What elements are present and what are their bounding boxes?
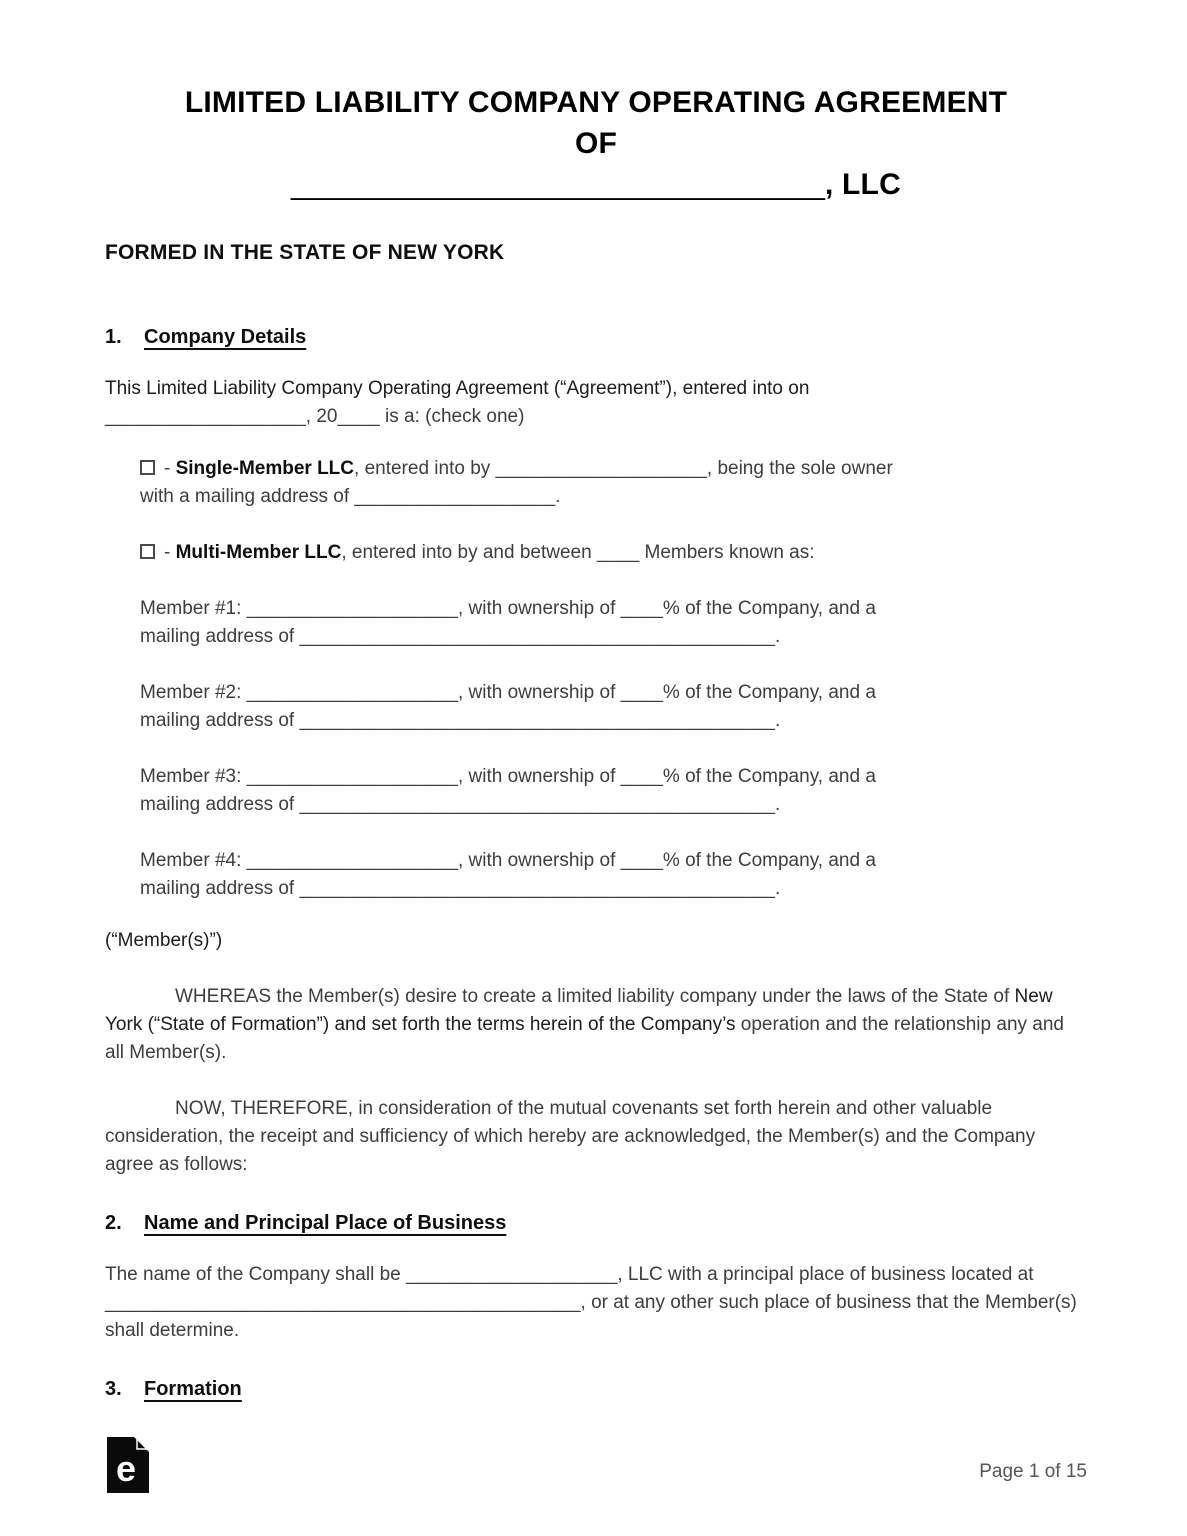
company-name-line xyxy=(105,164,1087,205)
document-title xyxy=(105,82,1087,205)
member-3-row xyxy=(140,763,1087,819)
section-1-number: 1. xyxy=(105,326,122,348)
single-member-line-2: with a mailing address of ___________________. xyxy=(140,486,561,507)
single-member-checkbox[interactable] xyxy=(140,460,155,475)
whereas-part-2: New York (“State of Formation”) and set forth the terms herein of the Company’s xyxy=(105,986,1053,1035)
member-1-row xyxy=(140,595,1087,651)
whereas-part-3: operation and the relationship any and all Member(s). xyxy=(105,1014,1064,1063)
member-1-line-1: Member #1: ____________________, with ownership of ____% of the Company, and a xyxy=(140,598,876,619)
member-2-line-2: mailing address of _____________________________________________. xyxy=(140,710,781,731)
title-line-2: OF xyxy=(574,127,618,160)
members-tag: (“Member(s)”) xyxy=(105,930,223,951)
multi-member-rest: , entered into by and between ____ Members known as: xyxy=(341,542,815,563)
llc-suffix: , LLC xyxy=(824,168,901,201)
section-3-number: 3. xyxy=(105,1378,122,1400)
single-member-label: Single-Member LLC xyxy=(175,458,355,479)
member-2-line-1: Member #2: ____________________, with ownership of ____% of the Company, and a xyxy=(140,682,876,703)
eforms-logo-icon xyxy=(107,1437,149,1493)
member-3-line-2: mailing address of _____________________________________________. xyxy=(140,794,781,815)
section-3-heading xyxy=(105,1375,1087,1403)
multi-member-checkbox[interactable] xyxy=(140,544,155,559)
company-name-blank: ________________________________ xyxy=(291,168,825,201)
member-1-line-2: mailing address of _____________________________________________. xyxy=(140,626,781,647)
member-2-row xyxy=(140,679,1087,735)
section-2-title: Name and Principal Place of Business xyxy=(144,1212,507,1234)
section-1-title: Company Details xyxy=(144,326,307,348)
whereas-part-1: WHEREAS the Member(s) desire to create a limited liability company under the laws of the State of xyxy=(175,986,1015,1007)
intro-paragraph xyxy=(105,375,1087,431)
section-2-number: 2. xyxy=(105,1212,122,1234)
intro-line-1: This Limited Liability Company Operating Agreement (“Agreement”), entered into on xyxy=(105,378,810,399)
section-2-heading xyxy=(105,1209,1087,1237)
title-line-1: LIMITED LIABILITY COMPANY OPERATING AGREEMENT xyxy=(184,86,1008,119)
member-4-row xyxy=(140,847,1087,903)
multi-member-dash: - xyxy=(164,542,176,563)
single-member-line-1 xyxy=(140,455,1087,483)
formed-state-line: FORMED IN THE STATE OF NEW YORK xyxy=(105,241,505,264)
member-4-line-2: mailing address of _____________________________________________. xyxy=(140,878,781,899)
member-4-line-1: Member #4: ____________________, with ownership of ____% of the Company, and a xyxy=(140,850,876,871)
multi-member-option xyxy=(140,539,1087,567)
member-3-line-1: Member #3: ____________________, with ownership of ____% of the Company, and a xyxy=(140,766,876,787)
single-member-option xyxy=(140,455,1087,511)
multi-member-line xyxy=(140,539,1087,567)
single-member-dash: - xyxy=(164,458,176,479)
whereas-paragraph xyxy=(105,983,1087,1067)
section-2-body: The name of the Company shall be ____________________, LLC with a principal place of business located at _____________________________________________, or at any other such place of business that the Member(s) shall determine. xyxy=(105,1264,1077,1341)
intro-line-2: ___________________, 20____ is a: (check one) xyxy=(105,406,525,427)
eforms-logo-letter: e xyxy=(115,1448,137,1489)
multi-member-label: Multi-Member LLC xyxy=(175,542,342,563)
now-therefore-paragraph: NOW, THEREFORE, in consideration of the mutual covenants set forth herein and other valuable consideration, the receipt and sufficiency of which hereby are acknowledged, the Member(s) and the Company agree as follows: xyxy=(105,1098,1036,1175)
section-1-heading xyxy=(105,323,1087,351)
page-number: Page 1 of 15 xyxy=(979,1461,1087,1482)
section-3-title: Formation xyxy=(144,1378,242,1400)
single-member-rest: , entered into by ____________________, being the sole owner xyxy=(354,458,893,479)
